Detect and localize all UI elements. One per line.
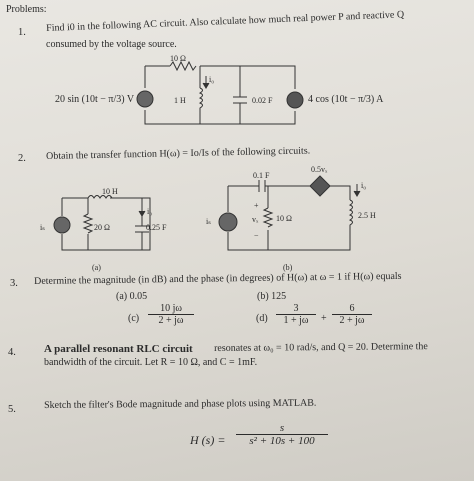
problem-3-number: 3. — [10, 278, 18, 289]
p3-option-c-tag: (c) — [128, 313, 140, 324]
p2b-capacitor-label: 0.1 F — [253, 171, 270, 180]
p1-current-source-label: 4 cos (10t − π/3) A — [308, 94, 384, 105]
p2a-tag: (a) — [92, 263, 101, 272]
page-title: Problems: — [6, 4, 47, 15]
p2a-is-label: iₛ — [40, 223, 45, 232]
p2b-dependent-source-label: 0.5vₓ — [311, 165, 328, 174]
p2b-io-label: i₀ — [361, 181, 367, 190]
problem-4-text-line1: resonates at ω₀ = 10 rad/s, and Q = 20. Determine the — [214, 341, 428, 354]
p2b-dependent-source — [310, 176, 330, 196]
p3-option-c-denominator: 2 + jω — [158, 315, 184, 326]
p3-option-d1-denominator: 1 + jω — [283, 315, 309, 326]
p1-voltage-source — [137, 91, 153, 107]
p5-numerator: s — [236, 422, 328, 435]
problem-5-text: Sketch the filter's Bode magnitude and phase plots using MATLAB. — [44, 397, 317, 411]
p1-io-label: i₀ — [209, 75, 215, 84]
p3-option-b: (b) 125 — [257, 291, 287, 302]
p3-option-d-fraction-1 — [276, 303, 316, 326]
p1-capacitor — [233, 66, 247, 124]
problem-3-text: Determine the magnitude (in dB) and the phase (in degrees) of H(ω) at ω = 1 if H(ω) equals — [34, 270, 402, 287]
problem-4-text-bold: A parallel resonant RLC circuit — [44, 343, 193, 355]
problem-1-text-line2: consumed by the voltage source. — [46, 39, 177, 50]
problem-4-text-line2: bandwidth of the circuit. Let R = 10 Ω, and C = 1mF. — [44, 357, 258, 368]
p3-option-c-fraction — [148, 303, 194, 326]
p3-option-c-numerator: 10 jω — [148, 303, 194, 315]
p1-capacitor-label: 0.02 F — [252, 96, 273, 105]
p3-option-d2-denominator: 2 + jω — [339, 315, 365, 326]
problem-2-text: Obtain the transfer function H(ω) = Io/Is of the following circuits. — [46, 145, 311, 162]
p2b-resistor-label: 10 Ω — [276, 214, 292, 223]
p2a-inductor-label: 10 H — [102, 187, 118, 196]
p2b-inductor-label: 2.5 H — [358, 211, 376, 220]
p2b-tag: (b) — [283, 263, 293, 272]
p2b-inductor — [350, 200, 353, 230]
p2a-resistor — [84, 214, 92, 233]
p1-voltage-source-label: 20 sin (10t − π/3) V — [55, 94, 135, 105]
p2b-current-source — [219, 213, 237, 231]
p1-wires — [145, 66, 295, 124]
p2b-plus-label: + — [254, 201, 259, 210]
p1-inductor-label: 1 H — [174, 96, 186, 105]
p5-denominator: s² + 10s + 100 — [249, 435, 315, 447]
p5-transfer-function-lhs: H (s) = — [190, 433, 226, 447]
p3-option-d1-numerator: 3 — [276, 303, 316, 315]
p3-option-d-fraction-2 — [332, 303, 372, 326]
p2a-capacitor-label: 0.25 F — [146, 223, 167, 232]
p2a-io-label: i₀ — [147, 207, 153, 216]
p2b-is-label: iₛ — [206, 217, 211, 226]
p2b-vx-label: vₓ — [252, 215, 259, 224]
p1-resistor-label: 10 Ω — [170, 54, 186, 63]
problem-1-text-line1: Find i0 in the following AC circuit. Also calculate how much real power P and reactive Q — [46, 9, 405, 34]
p3-option-d2-numerator: 6 — [332, 303, 372, 315]
p2b-minus-label: − — [254, 231, 259, 240]
p3-option-d-plus: + — [321, 313, 327, 324]
p1-current-source — [287, 92, 303, 108]
p3-option-d-tag: (d) — [256, 313, 268, 324]
p2a-resistor-label: 20 Ω — [94, 223, 110, 232]
p2b-resistor — [264, 208, 272, 227]
problem-1-number: 1. — [18, 27, 26, 38]
p2a-current-source — [54, 217, 70, 233]
p3-option-a: (a) 0.05 — [116, 291, 148, 302]
problem-2-number: 2. — [18, 153, 26, 164]
problem-5-number: 5. — [8, 404, 16, 415]
p5-transfer-function-fraction — [236, 422, 328, 447]
p1-inductor — [200, 88, 203, 110]
problem-4-number: 4. — [8, 347, 16, 358]
